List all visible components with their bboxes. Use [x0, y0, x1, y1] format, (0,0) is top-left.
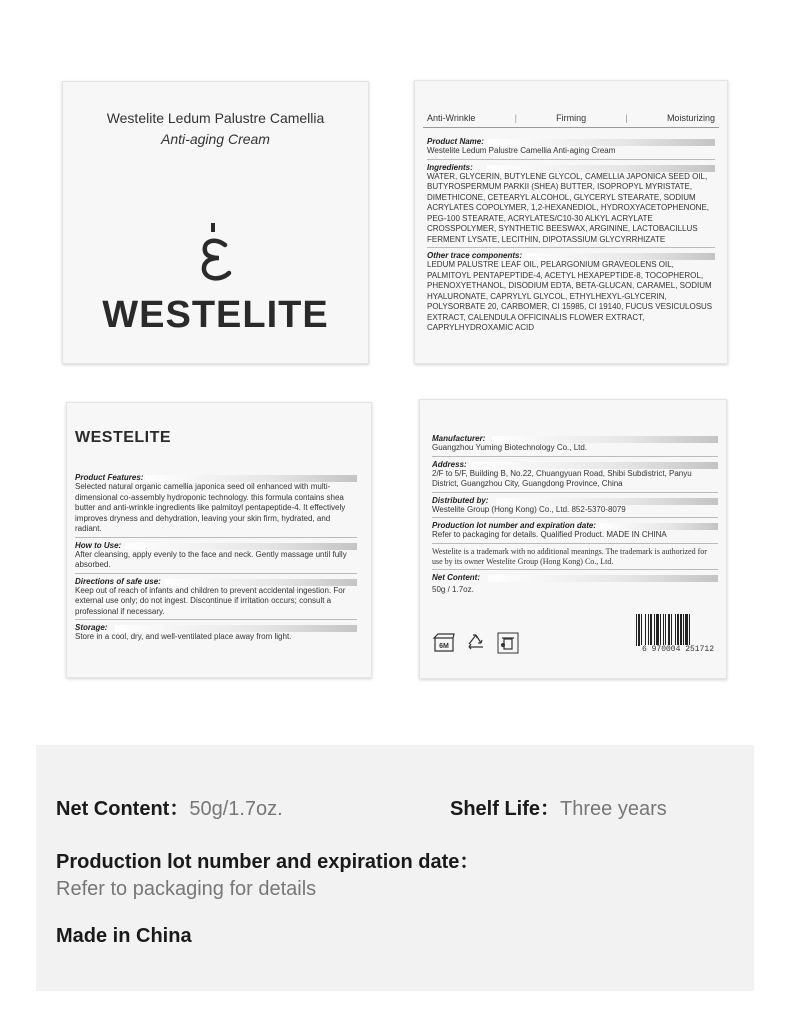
- benefit-firming: Firming: [556, 113, 587, 123]
- divider: [427, 247, 715, 248]
- net-content-label: Net Content:: [432, 572, 480, 582]
- distributed-text: Westelite Group (Hong Kong) Co., Ltd. 852-5370-8079: [432, 504, 626, 514]
- product-name: Westelite Ledum Palustre Camellia: [106, 110, 325, 126]
- distributed-label: Distributed by:: [432, 495, 489, 505]
- shelf-life-value: Three years: [560, 798, 667, 820]
- pao-jar-icon: [432, 632, 456, 654]
- net-content-value: 50g/1.7oz.: [189, 798, 283, 820]
- tab-divider: |: [625, 113, 628, 123]
- packaging-icons: [432, 632, 520, 654]
- divider: [75, 619, 357, 620]
- epsilon-logo-icon: [199, 223, 235, 287]
- safe-use-text: Keep out of reach of infants and children to prevent accidental ingestion. For external use only; do not ingest. Discontinue if irritation occurs; consult a professional if necessary.: [75, 585, 346, 616]
- divider: [432, 517, 718, 518]
- lot-label: Production lot number and expiration date:: [432, 521, 597, 530]
- address-label: Address:: [432, 459, 467, 469]
- manufacturer-panel: [419, 399, 727, 679]
- ingredients-panel: [414, 80, 728, 364]
- divider: [75, 537, 357, 538]
- storage-text: Store in a cool, dry, and well-ventilated place away from light.: [75, 632, 292, 641]
- storage-label: Storage:: [75, 623, 108, 632]
- net-content-text: 50g / 1.7oz.: [432, 584, 474, 594]
- features-body: [75, 473, 357, 643]
- net-content-label: Net Content：: [56, 798, 190, 820]
- ingredients-body: [427, 137, 715, 334]
- benefit-moisturizing: Moisturizing: [666, 113, 715, 123]
- features-text: Selected natural organic camellia japonica seed oil enhanced with multi-dimensional co-assembly hydroponic technology. this formula contains shea butter and anti-wrinkle ingredients like palmitoyl pentapeptide-4. It effectively improves dryness and dehydration, leaving your skin firm, hydrated, and radiant.: [75, 482, 346, 533]
- ingredients-text: WATER, GLYCERIN, BUTYLENE GLYCOL, CAMELLIA JAPONICA SEED OIL, BUTYROSPERMUM PARKII (SHEA) BUTTER, ISOPROPYL MYRISTATE, DIMETHICONE, CETEARYL ALCOHOL, GLYCERYL STEARATE, SODIUM ACRYLATES COPOLYMER, 1,2-HEXANEDIOL, HYDROXYACETOPHENONE, PEG-100 STEARATE, ACRYLATES/C10-30 ALKYL ACRYLATE CROSSPOLYMER, SYNTHETIC BEESWAX, ARGININE, LACTOBACILLUS FERMENT LYSATE, LECITHIN, DIPOTASSIUM GLYCYRRHIZATE: [427, 171, 709, 244]
- info-box: [36, 745, 754, 991]
- trademark-text: Westelite is a trademark with no additional meanings. The trademark is authorized for use by its owner Westelite Group (Hong Kong) Co., Ltd.: [432, 546, 707, 566]
- trace-text: LEDUM PALUSTRE LEAF OIL, PELARGONIUM GRAVEOLENS OIL, PALMITOYL PENTAPEPTIDE-4, ACETYL HEXAPEPTIDE-8, TOCOPHEROL, PHENOXYETHANOL, DISODIUM EDTA, BETA-GLUCAN, CARAMEL, SODIUM HYALURONATE, CAPRYLYL GLYCOL, ETHYLHEXYL-GLYCERIN, POLYSORBATE 20, CARBOMER, CI 15985, CI 19140, FUCUS VESICULOSUS EXTRACT, CALENDULA OFFICINALIS FLOWER EXTRACT, CAPRYLHYDROXAMIC ACID: [427, 260, 713, 332]
- divider: [432, 569, 718, 570]
- benefit-anti-wrinkle: Anti-Wrinkle: [427, 113, 476, 123]
- divider: [427, 159, 715, 160]
- divider: [423, 127, 719, 128]
- ingredients-label: Ingredients:: [427, 162, 473, 172]
- howto-text: After cleansing, apply evenly to the face and neck. Gently massage until fully absorbed.: [75, 549, 347, 569]
- safe-use-label: Directions of safe use:: [75, 576, 161, 586]
- trash-bin-icon: [496, 632, 520, 654]
- lot-value: Refer to packaging for details: [56, 878, 317, 900]
- divider: [75, 573, 357, 574]
- pao-label: 6M: [439, 643, 449, 650]
- tab-divider: |: [514, 113, 517, 123]
- address-text: 2/F to 5/F, Building B, No.22, Chuangyuan Road, Shibi Subdistrict, Panyu District, Guangzhou City, Guangdong Province, China: [432, 468, 692, 488]
- product-name-label: Product Name:: [427, 137, 484, 146]
- brand-logo: WESTELITE: [102, 294, 329, 336]
- howto-label: How to Use:: [75, 540, 122, 550]
- product-subtitle: Anti-aging Cream: [161, 131, 270, 147]
- manufacturer-body: [432, 434, 718, 595]
- shelf-life-label: Shelf Life：: [450, 798, 561, 820]
- front-panel: [62, 81, 369, 364]
- divider: [432, 492, 718, 493]
- features-panel: [66, 402, 372, 678]
- divider: [432, 456, 718, 457]
- features-label: Product Features:: [75, 473, 144, 482]
- origin-label: Made in China: [56, 925, 192, 947]
- product-name-text: Westelite Ledum Palustre Camellia Anti-aging Cream: [427, 146, 616, 155]
- recycle-icon: [464, 632, 488, 654]
- lot-text: Refer to packaging for details. Qualified Product. MADE IN CHINA: [432, 530, 667, 539]
- brand-logo: WESTELITE: [75, 429, 172, 446]
- benefit-tabs: [427, 113, 715, 123]
- barcode-number: 6 970004 251712: [641, 645, 714, 654]
- lot-label: Production lot number and expiration date：: [56, 851, 480, 873]
- manufacturer-label: Manufacturer:: [432, 434, 486, 443]
- divider: [432, 543, 718, 544]
- manufacturer-text: Guangzhou Yuming Biotechnology Co., Ltd.: [432, 443, 588, 452]
- trace-label: Other trace components:: [427, 251, 523, 260]
